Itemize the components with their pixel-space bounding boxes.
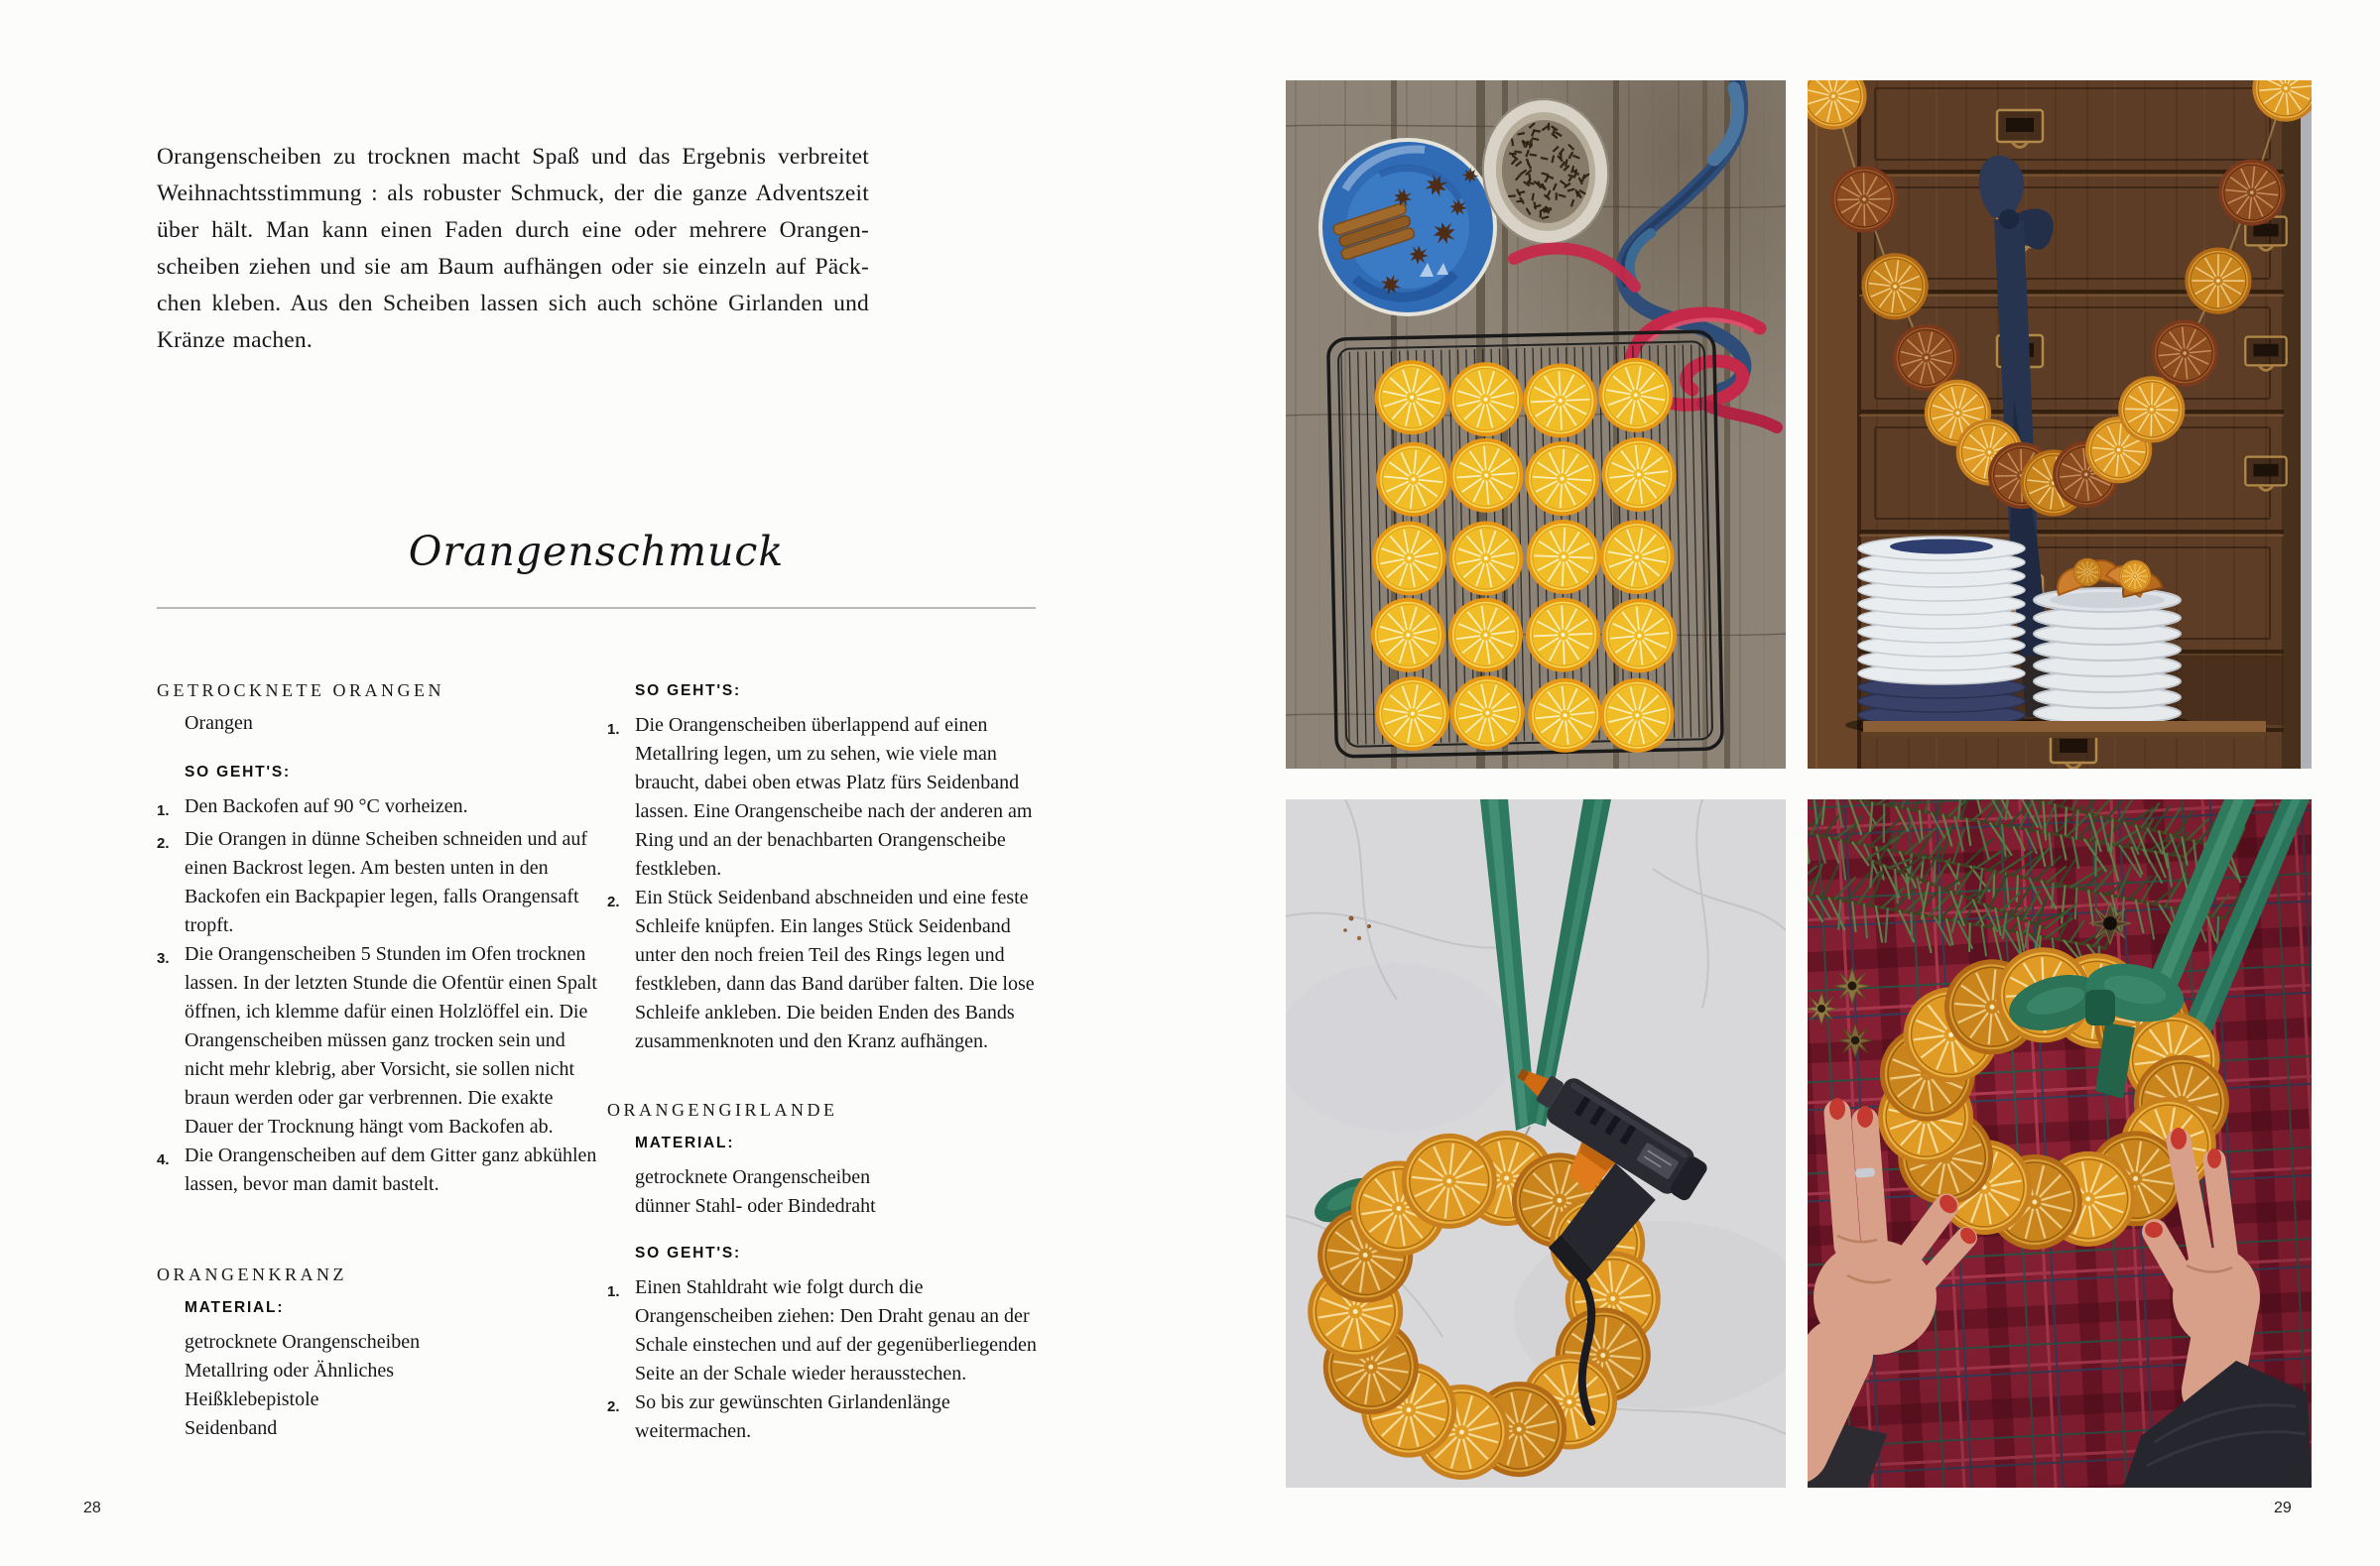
step-text: Die Orangen in dünne Scheiben schneiden und auf einen Backrost legen. Am besten unten in den Backofen ein Backpapier legen, falls Orangensaft tropft. [185,828,587,936]
steps-label: SO GEHT'S: [635,682,741,699]
intro-line: über hält. Man kann einen Faden durch eine oder mehrere Orangen- [157,217,869,243]
steps-label: SO GEHT'S: [635,1245,741,1262]
step-number: 2. [607,894,620,910]
material-line: dünner Stahl- oder Bindedraht [635,1195,876,1217]
intro-line: scheiben ziehen und sie am Baum aufhängen oder sie einzeln auf Päck- [157,254,869,280]
material-line: getrocknete Orangenscheiben [635,1166,871,1188]
intro-line: Weihnachtsstimmung : als robuster Schmuck, der die ganze Adventszeit [157,181,869,206]
step-number: 2. [607,1398,620,1415]
blue-plate-cinnamon-anise [1318,138,1497,316]
material-line: getrocknete Orangenscheiben [185,1331,421,1353]
photo-wreath-gluegun [1286,799,1786,1488]
material-line: Seidenband [185,1417,278,1439]
step-text: Die Orangenscheiben 5 Stunden im Ofen trocknen lassen. In der letzten Stunde die Ofentür einen Spalt öffnen, ich klemme dafür einen Holzlöffel ein. Die Orangenscheiben müssen ganz trocken sein und nicht mehr klebrig, aber Vorsicht, sie sollen nicht braun werden oder gar verbrennen. Die exakte Dauer der Trocknung hängt vom Backofen ab. [185,943,597,1138]
column-right [607,676,1050,1446]
material-line: Metallring oder Ähnliches [185,1360,395,1382]
finger-ring [1855,1167,1876,1178]
column-left [157,676,605,1443]
step-number: 1. [157,802,170,819]
page-number-right: 29 [2274,1500,2292,1516]
chapter-title: Orangenschmuck [408,528,785,575]
white-plate-stack [1858,537,2025,726]
intro-line: Kränze machen. [157,327,313,353]
steps-label: SO GEHT'S: [185,764,291,781]
step-text: Die Orangenscheiben überlappend auf einen Metallring legen, um zu sehen, wie viele man braucht, dabei oben etwas Platz fürs Seidenband lassen. Eine Orangenscheibe nach der anderen am Ring und an der benachbarten Orangenscheibe festkleben. [635,714,1033,880]
step-item [607,1388,1050,1446]
step-item [157,792,605,825]
section-heading-getrocknete-orangen: GETROCKNETE ORANGEN [157,680,444,700]
step-number: 3. [157,950,170,967]
step-item [607,884,1050,1056]
step-item [157,940,605,1142]
step-number: 4. [157,1151,170,1168]
step-item [157,1142,605,1199]
intro-line: chen kleben. Aus den Scheiben lassen sich auch schöne Girlanden und [157,291,869,316]
step-text: Die Orangenscheiben auf dem Gitter ganz abkühlen lassen, bevor man damit bastelt. [185,1144,597,1195]
intro-paragraph [157,139,869,359]
step-text: Ein Stück Seidenband abschneiden und eine feste Schleife knüpfen. Ein langes Stück Seidenband unter den noch freien Teil des Rings legen und festkleben, dann das Band darüber falten. Die lose Schleife ankleben. Die beiden Enden des Bands zusammenknoten und den Kranz aufhängen. [635,887,1035,1052]
material-label: MATERIAL: [185,1299,285,1316]
step-item [607,711,1050,884]
material-label: MATERIAL: [635,1135,735,1151]
step-number: 1. [607,721,620,738]
title-divider-rule [157,607,1036,609]
photo-garland-cabinet [1808,80,2312,769]
step-number: 2. [157,835,170,852]
step-text: Einen Stahldraht wie folgt durch die Orangenscheiben ziehen: Den Draht genau an der Schale einstechen und auf der gegenüberliegenden Seite an der Schale wieder herausstechen. [635,1276,1037,1385]
step-text: So bis zur gewünschten Girlandenlänge weitermachen. [635,1391,950,1442]
step-item [157,825,605,940]
ingredient-line: Orangen [185,712,253,734]
wall-strip [2301,80,2312,769]
step-number: 1. [607,1283,620,1300]
section-heading-orangengirlande: ORANGENGIRLANDE [607,1100,838,1120]
step-item [607,1273,1050,1388]
section-heading-orangenkranz: ORANGENKRANZ [157,1265,347,1284]
photo-drying-rack [1286,80,1786,769]
material-line: Heißklebepistole [185,1388,319,1410]
page-number-left: 28 [83,1500,101,1516]
step-text: Den Backofen auf 90 °C vorheizen. [185,795,468,817]
photo-wreath-tartan [1808,799,2312,1488]
intro-line: Orangenscheiben zu trocknen macht Spaß und das Ergebnis verbreitet [157,144,869,170]
